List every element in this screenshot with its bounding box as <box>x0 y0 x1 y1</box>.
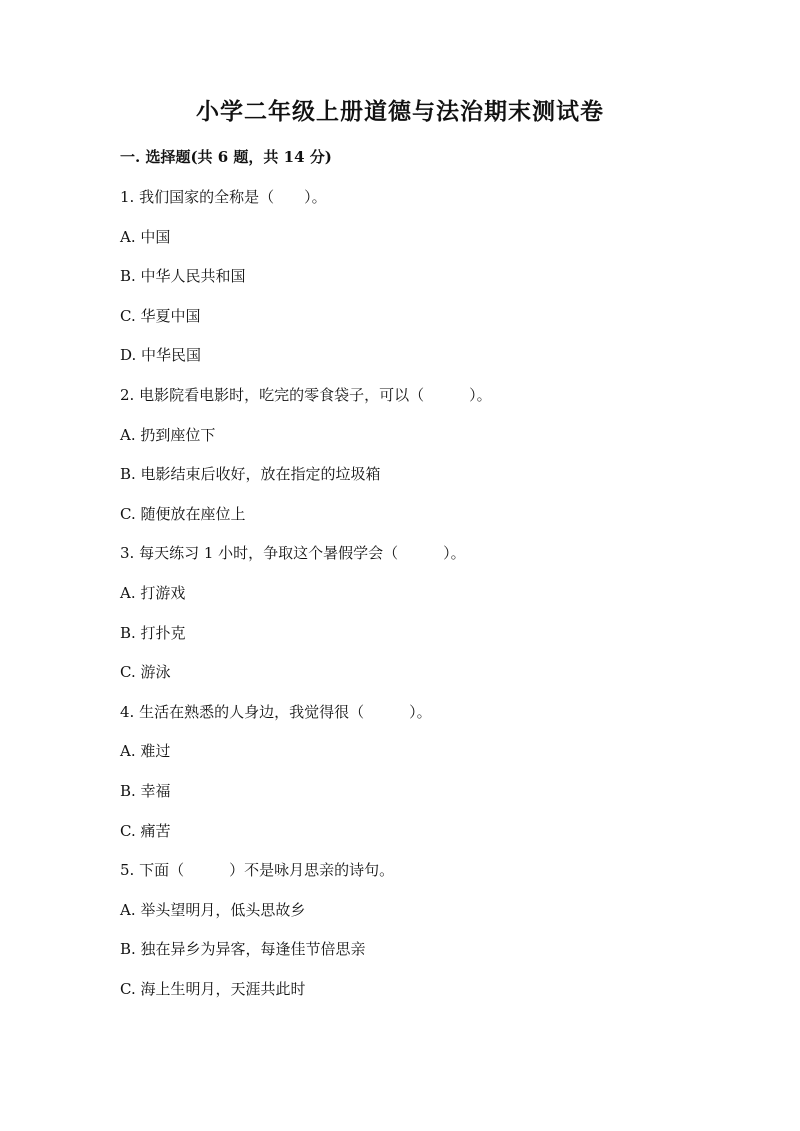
answer-option: B. 中华人民共和国 <box>120 267 246 286</box>
answer-option: B. 打扑克 <box>120 623 186 642</box>
answer-option: C. 游泳 <box>120 663 171 682</box>
answer-option: B. 电影结束后收好，放在指定的垃圾箱 <box>120 465 381 484</box>
answer-option: A. 难过 <box>120 742 171 761</box>
answer-option: C. 痛苦 <box>120 821 171 840</box>
answer-option: C. 海上生明月，天涯共此时 <box>120 979 306 998</box>
question-stem: 5. 下面（ ）不是咏月思亲的诗句。 <box>120 861 395 880</box>
answer-option: B. 独在异乡为异客，每逢佳节倍思亲 <box>120 940 366 959</box>
question-list <box>120 186 720 1017</box>
answer-option: A. 扔到座位下 <box>120 425 216 444</box>
question-stem: 3. 每天练习 1 小时，争取这个暑假学会（ ）。 <box>120 544 466 563</box>
question-stem: 2. 电影院看电影时，吃完的零食袋子，可以（ ）。 <box>120 385 492 404</box>
section-heading: 一. 选择题(共 6 题，共 14 分) <box>120 148 332 166</box>
answer-option: C. 随便放在座位上 <box>120 504 246 523</box>
page-title: 小学二年级上册道德与法治期末测试卷 <box>196 98 604 125</box>
answer-option: A. 打游戏 <box>120 583 186 602</box>
answer-option: B. 幸福 <box>120 781 171 800</box>
question-stem: 4. 生活在熟悉的人身边，我觉得很（ ）。 <box>120 702 432 721</box>
answer-option: D. 中华民国 <box>120 346 202 365</box>
answer-option: C. 华夏中国 <box>120 306 201 325</box>
answer-option: A. 举头望明月，低头思故乡 <box>120 900 306 919</box>
answer-option: A. 中国 <box>120 227 171 246</box>
question-stem: 1. 我们国家的全称是（ ）。 <box>120 188 327 206</box>
